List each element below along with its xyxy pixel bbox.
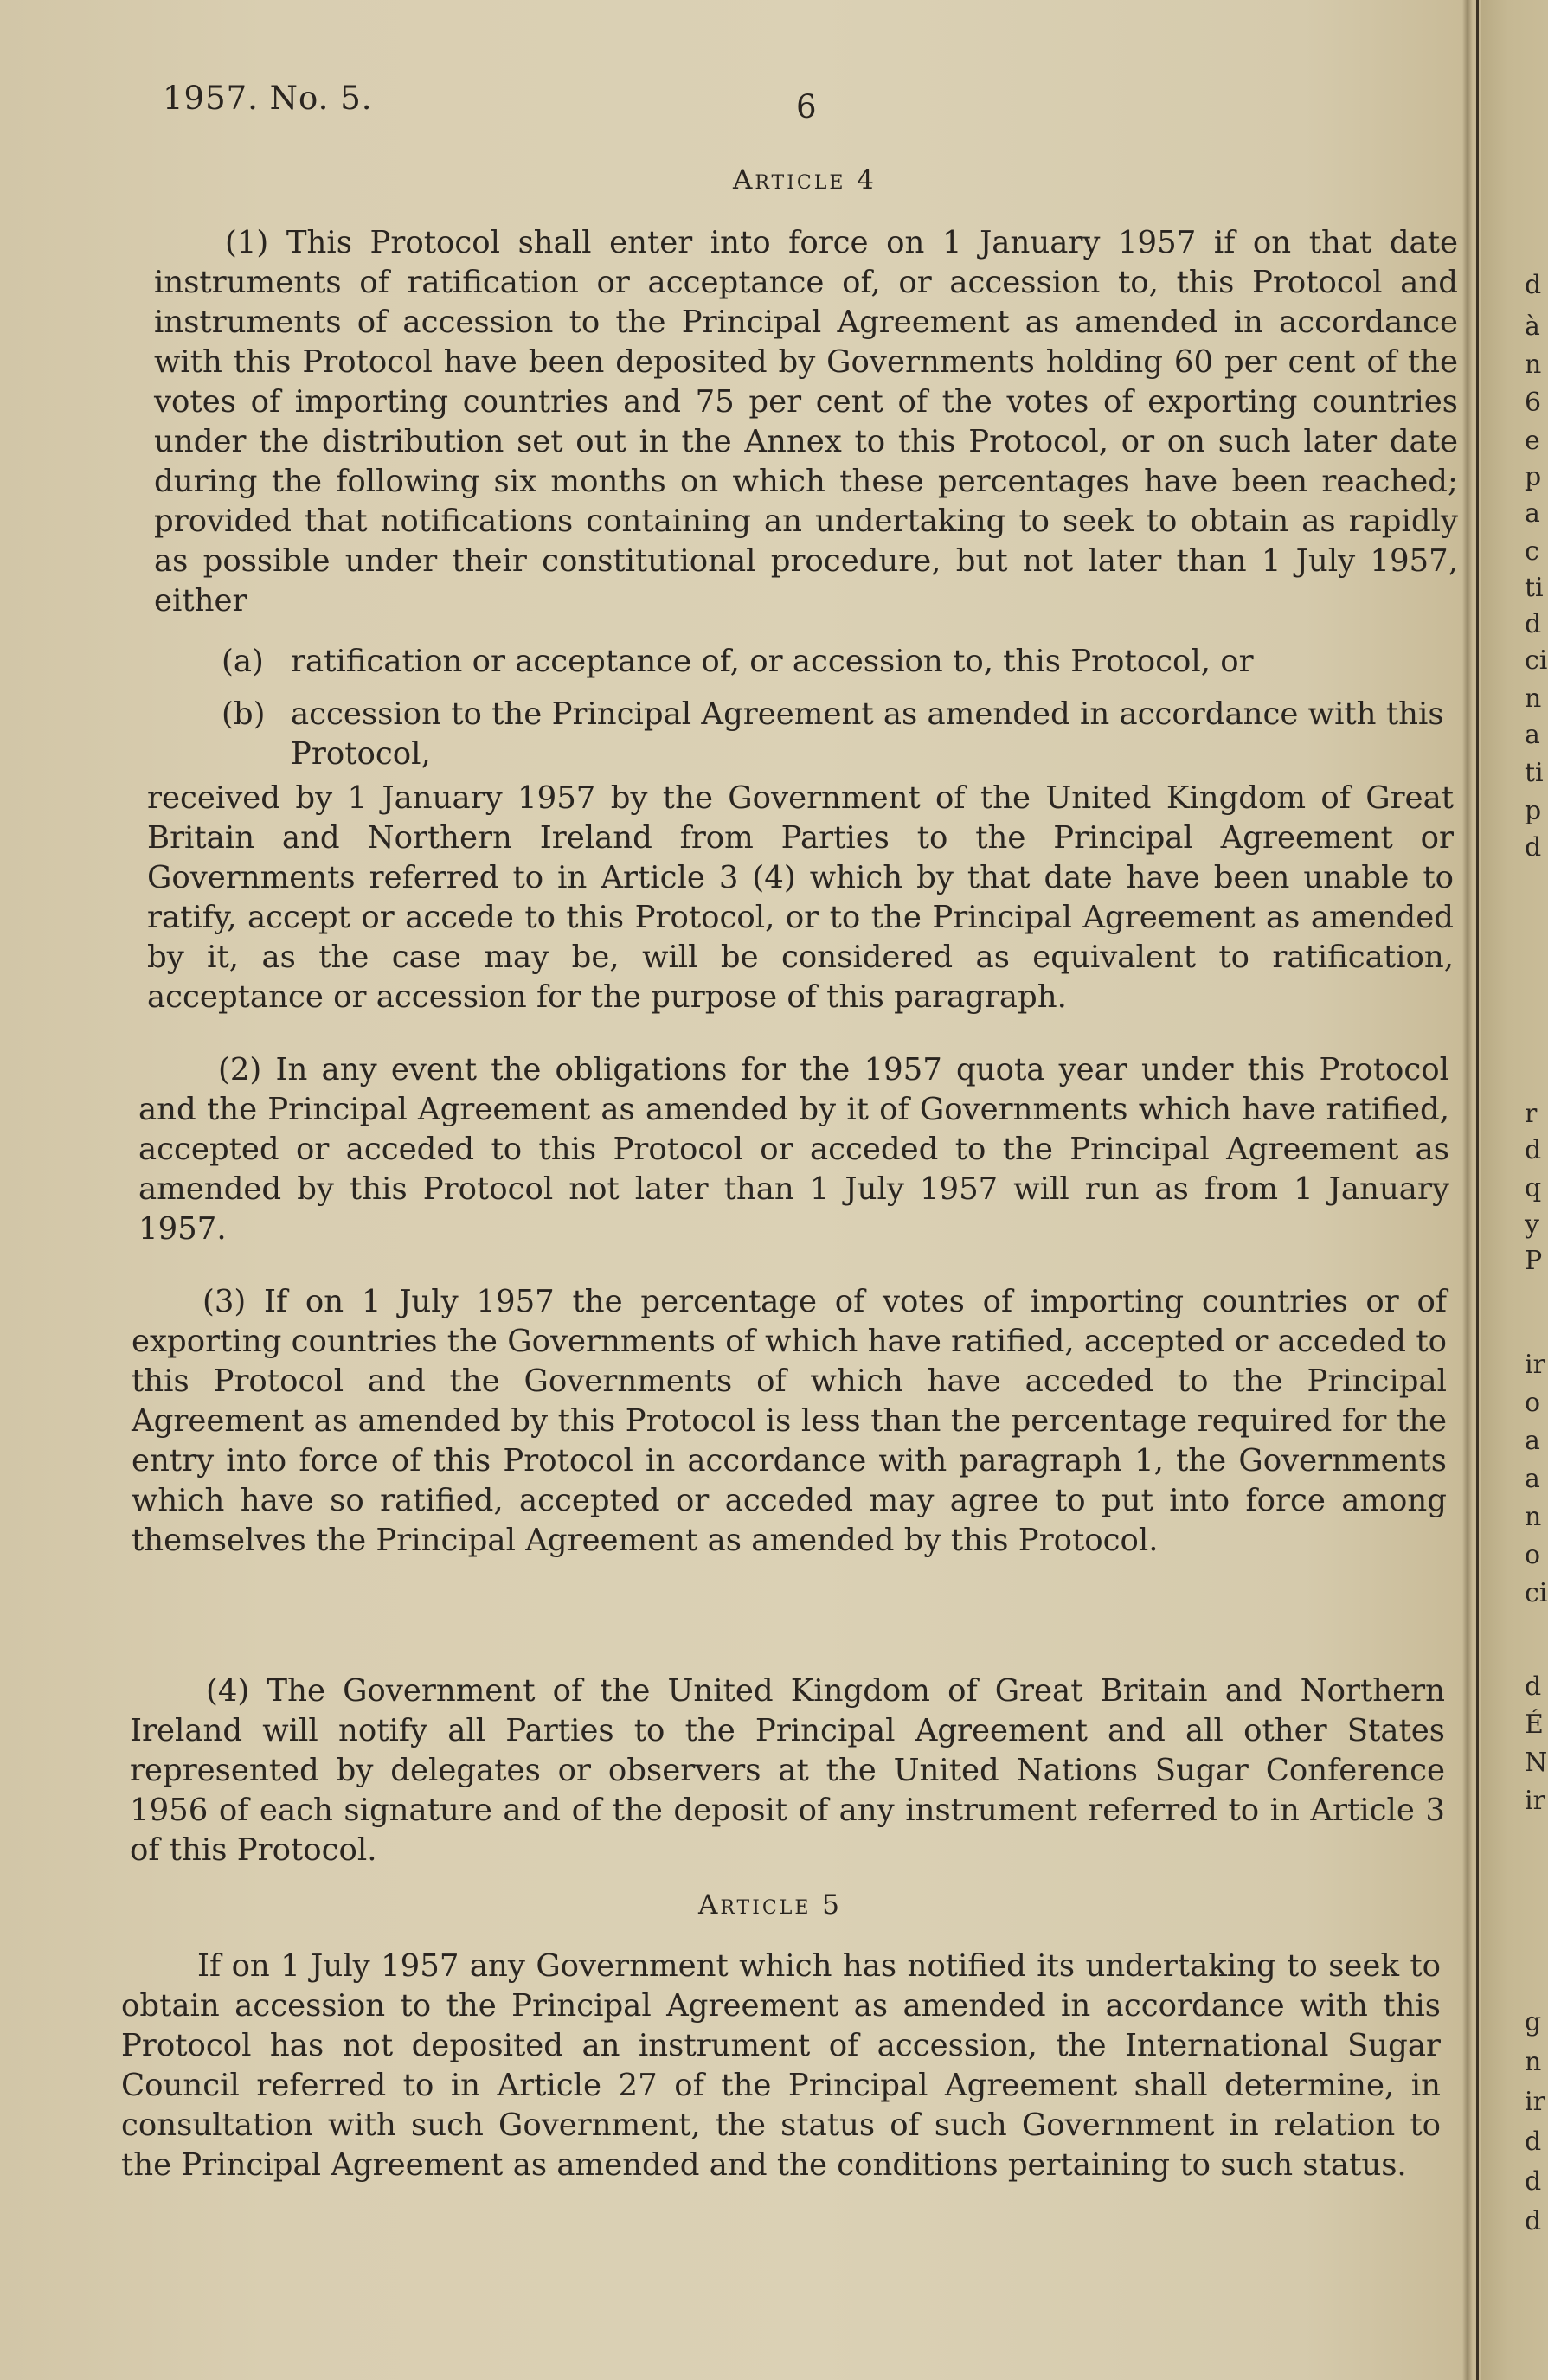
- facing-fragment: p: [1525, 462, 1542, 492]
- facing-fragment: a: [1525, 720, 1540, 750]
- item-a-text: ratification or acceptance of, or accession to, this Protocol, or: [291, 644, 1254, 679]
- facing-fragment: É: [1525, 1710, 1544, 1740]
- facing-fragment: P: [1525, 1246, 1543, 1276]
- facing-fragment: ci: [1525, 1578, 1548, 1608]
- item-b-marker: (b): [222, 696, 266, 732]
- facing-fragment: e: [1525, 426, 1540, 456]
- article-4-heading: Article 4: [732, 164, 877, 196]
- facing-fragment: g: [1525, 2007, 1542, 2037]
- item-b-text: accession to the Principal Agreement as amended in accordance with this Protocol,: [291, 696, 1444, 772]
- facing-fragment: d: [1525, 2206, 1542, 2236]
- facing-fragment: n: [1525, 1502, 1542, 1532]
- facing-fragment: d: [1525, 1671, 1542, 1702]
- facing-fragment: n: [1525, 2047, 1542, 2077]
- article-4-paragraph-4: (4) The Government of the United Kingdom of Great Britain and Northern Ireland will notify all Parties to the Principal Agreement and all other States represented by delegates or observers at the United Nations Sugar Conference 1956 of each signature and of the deposit of any instrument referred to in Article 3 of this Protocol.: [130, 1673, 1445, 1868]
- facing-fragment: ci: [1525, 645, 1548, 676]
- article-5-heading: Article 5: [697, 1889, 842, 1921]
- facing-fragment: ir: [1525, 2087, 1545, 2117]
- article-4-paragraph-2: (2) In any event the obligations for the 1957 quota year under this Protocol and the Principal Agreement as amended by it of Governments which have ratified, accepted or acceded to this Protocol or acceded to the Principal Agreement as amended by this Protocol not later than 1 July 1957 will run as from 1 January 1957.: [138, 1052, 1449, 1247]
- facing-fragment: d: [1525, 1135, 1542, 1165]
- facing-fragment: d: [1525, 609, 1542, 639]
- page-number: 6: [796, 88, 817, 125]
- book-spine-line: [1476, 0, 1479, 2380]
- facing-fragment: ir: [1525, 1350, 1545, 1380]
- article-4-paragraph-1: (1) This Protocol shall enter into force on 1 January 1957 if on that date instruments of ratification or acceptance of, or accession to, this Protocol and instruments of accession to the Principal Agreement as amended in accordance with this Protocol have been deposited by Governments holding 60 per cent of the votes of importing countries and 75 per cent of the votes of exporting countries under the distribution set out in the Annex to this Protocol, or on such later date during the following six months on which these percentages have been reached; provided that notifications containing an undertaking to seek to obtain as rapidly as possible under their constitutional procedure, but not later than 1 July 1957, either: [154, 225, 1458, 619]
- facing-fragment: N: [1525, 1748, 1548, 1778]
- facing-fragment: p: [1525, 796, 1542, 826]
- facing-fragment: 6: [1525, 388, 1542, 418]
- facing-fragment: ti: [1525, 758, 1544, 788]
- facing-fragment: o: [1525, 1388, 1541, 1418]
- article-4-item-a: [222, 642, 1450, 682]
- facing-fragment: q: [1525, 1173, 1542, 1203]
- facing-fragment: n: [1525, 683, 1542, 714]
- book-gutter-shadow: [1462, 0, 1473, 2380]
- facing-fragment: a: [1525, 498, 1540, 529]
- facing-fragment: d: [1525, 2166, 1542, 2197]
- article-4-paragraph-3: (3) If on 1 July 1957 the percentage of votes of importing countries or of exporting countries the Governments of which have ratified, accepted or acceded to this Protocol and the Governments of which have acceded to the Principal Agreement as amended by this Protocol is less than the percentage required for the entry into force of this Protocol in accordance with paragraph 1, the Governments which have so ratified, accepted or acceded may agree to put into force among themselves the Principal Agreement as amended by this Protocol.: [132, 1284, 1447, 1558]
- facing-fragment: r: [1525, 1099, 1538, 1129]
- facing-fragment: à: [1525, 311, 1540, 342]
- facing-fragment: ti: [1525, 573, 1544, 603]
- article-4-paragraph-1-continued: received by 1 January 1957 by the Government of the United Kingdom of Great Britain and Northern Ireland from Parties to the Principal Agreement or Governments referred to in Article 3 (4) which by that date have been unable to ratify, accept or accede to this Protocol, or to the Principal Agreement as amended by it, as the case may be, will be considered as equivalent to ratification, acceptance or accession for the purpose of this paragraph.: [147, 780, 1454, 1015]
- article-4-item-b: [222, 695, 1450, 774]
- facing-fragment: d: [1525, 832, 1542, 863]
- facing-fragment: ir: [1525, 1786, 1545, 1816]
- facing-fragment: y: [1525, 1209, 1539, 1240]
- facing-fragment: d: [1525, 270, 1542, 300]
- facing-page-text-fragments: [1525, 0, 1548, 2380]
- facing-fragment: c: [1525, 536, 1539, 567]
- facing-fragment: d: [1525, 2127, 1542, 2157]
- facing-fragment: a: [1525, 1426, 1540, 1456]
- facing-fragment: a: [1525, 1464, 1540, 1494]
- facing-fragment: n: [1525, 350, 1542, 380]
- document-reference: 1957. No. 5.: [163, 80, 373, 117]
- facing-fragment: o: [1525, 1540, 1541, 1570]
- item-a-marker: (a): [222, 644, 264, 679]
- article-5-paragraph-1: If on 1 July 1957 any Government which has notified its undertaking to seek to obtain accession to the Principal Agreement as amended in accordance with this Protocol has not deposited an instrument of accession, the International Sugar Council referred to in Article 27 of the Principal Agreement shall determine, in consultation with such Government, the status of such Government in relation to the Principal Agreement as amended and the conditions pertaining to such status.: [121, 1948, 1441, 2183]
